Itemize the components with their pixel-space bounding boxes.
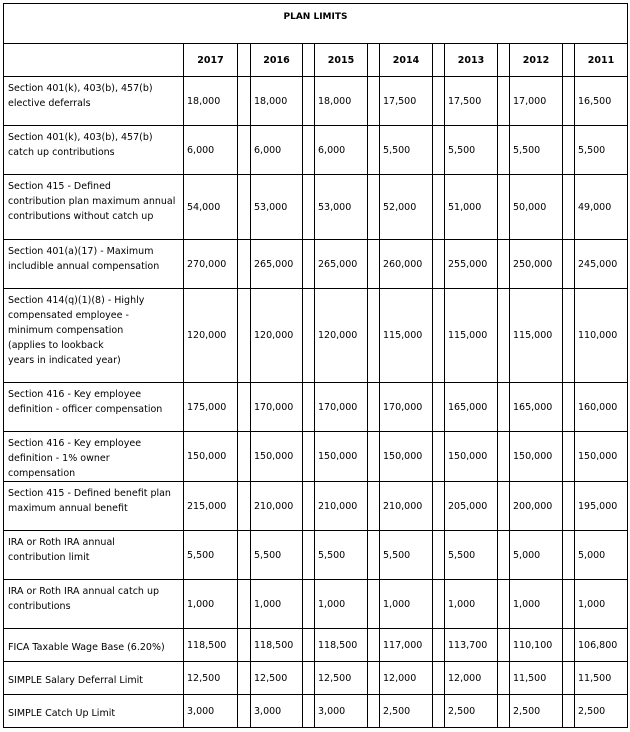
value-cell: 49,000: [575, 175, 628, 240]
value-cell: 120,000: [315, 289, 368, 383]
plan-limits-table: [3, 3, 628, 728]
value-cell: 50,000: [510, 175, 563, 240]
spacer-cell: [498, 126, 510, 175]
spacer-cell: [433, 662, 445, 695]
value-cell: 5,500: [575, 126, 628, 175]
value-cell: 165,000: [510, 383, 563, 432]
spacer-cell: [433, 77, 445, 126]
value-cell: 1,000: [184, 580, 238, 629]
value-cell: 200,000: [510, 482, 563, 531]
table-row: [4, 77, 628, 126]
spacer-cell: [238, 662, 251, 695]
table-row: [4, 126, 628, 175]
year-header: 2013: [445, 44, 498, 77]
value-cell: 118,500: [184, 629, 238, 662]
value-cell: 113,700: [445, 629, 498, 662]
value-cell: 110,100: [510, 629, 563, 662]
spacer-cell: [303, 662, 315, 695]
value-cell: 5,500: [380, 531, 433, 580]
spacer-cell: [498, 531, 510, 580]
value-cell: 12,500: [251, 662, 303, 695]
spacer-cell: [238, 629, 251, 662]
spacer-cell: [498, 240, 510, 289]
value-cell: 120,000: [251, 289, 303, 383]
row-label: Section 401(k), 403(b), 457(b) elective deferrals: [4, 77, 184, 126]
year-header-row: [4, 44, 628, 77]
spacer-cell: [238, 482, 251, 531]
value-cell: 165,000: [445, 383, 498, 432]
table-row: [4, 289, 628, 383]
spacer-cell: [303, 482, 315, 531]
spacer-cell: [238, 44, 251, 77]
value-cell: 205,000: [445, 482, 498, 531]
value-cell: 110,000: [575, 289, 628, 383]
value-cell: 12,000: [380, 662, 433, 695]
spacer-cell: [303, 531, 315, 580]
value-cell: 150,000: [510, 432, 563, 482]
spacer-cell: [303, 432, 315, 482]
value-cell: 2,500: [510, 695, 563, 728]
value-cell: 170,000: [315, 383, 368, 432]
table-row: [4, 695, 628, 728]
value-cell: 51,000: [445, 175, 498, 240]
row-label: IRA or Roth IRA annual contribution limit: [4, 531, 184, 580]
value-cell: 245,000: [575, 240, 628, 289]
value-cell: 118,500: [315, 629, 368, 662]
year-header: 2015: [315, 44, 368, 77]
spacer-cell: [498, 77, 510, 126]
value-cell: 170,000: [380, 383, 433, 432]
value-cell: 150,000: [184, 432, 238, 482]
spacer-cell: [303, 44, 315, 77]
value-cell: 195,000: [575, 482, 628, 531]
value-cell: 5,500: [251, 531, 303, 580]
spacer-cell: [433, 44, 445, 77]
spacer-cell: [563, 432, 575, 482]
value-cell: 17,500: [445, 77, 498, 126]
row-label: IRA or Roth IRA annual catch up contributions: [4, 580, 184, 629]
value-cell: 175,000: [184, 383, 238, 432]
value-cell: 5,000: [510, 531, 563, 580]
spacer-cell: [238, 77, 251, 126]
spacer-cell: [563, 44, 575, 77]
value-cell: 16,500: [575, 77, 628, 126]
spacer-cell: [498, 289, 510, 383]
value-cell: 215,000: [184, 482, 238, 531]
spacer-cell: [368, 695, 380, 728]
spacer-cell: [498, 580, 510, 629]
table-row: [4, 432, 628, 482]
spacer-cell: [563, 580, 575, 629]
spacer-cell: [498, 482, 510, 531]
value-cell: 270,000: [184, 240, 238, 289]
spacer-cell: [238, 432, 251, 482]
value-cell: 54,000: [184, 175, 238, 240]
spacer-cell: [498, 629, 510, 662]
value-cell: 17,500: [380, 77, 433, 126]
spacer-cell: [433, 580, 445, 629]
row-label: Section 414(q)(1)(8) - Highly compensated employee - minimum compensation (applies to lookback years in indicated year): [4, 289, 184, 383]
value-cell: 3,000: [315, 695, 368, 728]
value-cell: 1,000: [315, 580, 368, 629]
spacer-cell: [498, 432, 510, 482]
spacer-cell: [433, 531, 445, 580]
spacer-cell: [433, 175, 445, 240]
value-cell: 1,000: [510, 580, 563, 629]
value-cell: 2,500: [575, 695, 628, 728]
value-cell: 3,000: [184, 695, 238, 728]
spacer-cell: [563, 126, 575, 175]
spacer-cell: [563, 629, 575, 662]
spacer-cell: [238, 580, 251, 629]
value-cell: 120,000: [184, 289, 238, 383]
value-cell: 6,000: [315, 126, 368, 175]
value-cell: 1,000: [251, 580, 303, 629]
spacer-cell: [368, 629, 380, 662]
value-cell: 53,000: [251, 175, 303, 240]
spacer-cell: [368, 432, 380, 482]
value-cell: 255,000: [445, 240, 498, 289]
table-row: [4, 580, 628, 629]
value-cell: 52,000: [380, 175, 433, 240]
table-row: [4, 531, 628, 580]
table-row: [4, 383, 628, 432]
spacer-cell: [368, 77, 380, 126]
spacer-cell: [563, 77, 575, 126]
spacer-cell: [563, 240, 575, 289]
value-cell: 11,500: [510, 662, 563, 695]
spacer-cell: [433, 482, 445, 531]
row-label: Section 416 - Key employee definition - 1% owner compensation: [4, 432, 184, 482]
value-cell: 2,500: [380, 695, 433, 728]
spacer-cell: [303, 126, 315, 175]
spacer-cell: [433, 126, 445, 175]
value-cell: 6,000: [251, 126, 303, 175]
spacer-cell: [498, 383, 510, 432]
value-cell: 18,000: [251, 77, 303, 126]
year-header: 2011: [575, 44, 628, 77]
spacer-cell: [563, 695, 575, 728]
spacer-cell: [368, 44, 380, 77]
row-label: SIMPLE Catch Up Limit: [4, 695, 184, 728]
spacer-cell: [368, 383, 380, 432]
value-cell: 5,500: [445, 126, 498, 175]
year-header: 2012: [510, 44, 563, 77]
value-cell: 160,000: [575, 383, 628, 432]
row-label: Section 401(k), 403(b), 457(b) catch up contributions: [4, 126, 184, 175]
value-cell: 115,000: [380, 289, 433, 383]
spacer-cell: [563, 175, 575, 240]
spacer-cell: [368, 531, 380, 580]
spacer-cell: [433, 289, 445, 383]
value-cell: 6,000: [184, 126, 238, 175]
row-label: Section 416 - Key employee definition - officer compensation: [4, 383, 184, 432]
value-cell: 5,500: [445, 531, 498, 580]
value-cell: 265,000: [251, 240, 303, 289]
value-cell: 118,500: [251, 629, 303, 662]
spacer-cell: [433, 383, 445, 432]
spacer-cell: [368, 175, 380, 240]
spacer-cell: [303, 580, 315, 629]
value-cell: 210,000: [251, 482, 303, 531]
spacer-cell: [563, 662, 575, 695]
value-cell: 5,000: [575, 531, 628, 580]
spacer-cell: [433, 629, 445, 662]
value-cell: 5,500: [315, 531, 368, 580]
value-cell: 17,000: [510, 77, 563, 126]
value-cell: 5,500: [380, 126, 433, 175]
spacer-cell: [433, 240, 445, 289]
value-cell: 5,500: [510, 126, 563, 175]
spacer-cell: [498, 662, 510, 695]
spacer-cell: [563, 383, 575, 432]
value-cell: 150,000: [251, 432, 303, 482]
value-cell: 250,000: [510, 240, 563, 289]
value-cell: 150,000: [380, 432, 433, 482]
spacer-cell: [433, 695, 445, 728]
spacer-cell: [303, 629, 315, 662]
value-cell: 1,000: [575, 580, 628, 629]
spacer-cell: [368, 662, 380, 695]
spacer-cell: [368, 482, 380, 531]
spacer-cell: [238, 531, 251, 580]
row-label: Section 415 - Defined contribution plan maximum annual contributions without catch up: [4, 175, 184, 240]
value-cell: 1,000: [380, 580, 433, 629]
spacer-cell: [303, 695, 315, 728]
spacer-cell: [303, 383, 315, 432]
spacer-cell: [368, 289, 380, 383]
table-body: [4, 77, 628, 728]
value-cell: 12,500: [315, 662, 368, 695]
value-cell: 150,000: [315, 432, 368, 482]
value-cell: 53,000: [315, 175, 368, 240]
value-cell: 18,000: [315, 77, 368, 126]
spacer-cell: [498, 44, 510, 77]
spacer-cell: [303, 289, 315, 383]
value-cell: 260,000: [380, 240, 433, 289]
spacer-cell: [238, 240, 251, 289]
table-row: [4, 175, 628, 240]
value-cell: 265,000: [315, 240, 368, 289]
year-header: 2016: [251, 44, 303, 77]
value-cell: 11,500: [575, 662, 628, 695]
value-cell: 2,500: [445, 695, 498, 728]
value-cell: 170,000: [251, 383, 303, 432]
value-cell: 210,000: [380, 482, 433, 531]
spacer-cell: [368, 240, 380, 289]
table-row: [4, 482, 628, 531]
year-header: 2017: [184, 44, 238, 77]
spacer-cell: [303, 77, 315, 126]
spacer-cell: [238, 383, 251, 432]
spacer-cell: [368, 126, 380, 175]
spacer-cell: [563, 531, 575, 580]
row-label: Section 401(a)(17) - Maximum includible annual compensation: [4, 240, 184, 289]
value-cell: 115,000: [445, 289, 498, 383]
spacer-cell: [368, 580, 380, 629]
row-label: SIMPLE Salary Deferral Limit: [4, 662, 184, 695]
spacer-cell: [563, 289, 575, 383]
row-label: FICA Taxable Wage Base (6.20%): [4, 629, 184, 662]
value-cell: 18,000: [184, 77, 238, 126]
value-cell: 5,500: [184, 531, 238, 580]
table-row: [4, 240, 628, 289]
spacer-cell: [303, 240, 315, 289]
value-cell: 117,000: [380, 629, 433, 662]
table-row: [4, 662, 628, 695]
spacer-cell: [303, 175, 315, 240]
value-cell: 150,000: [575, 432, 628, 482]
spacer-cell: [433, 432, 445, 482]
value-cell: 106,800: [575, 629, 628, 662]
spacer-cell: [238, 126, 251, 175]
spacer-cell: [238, 695, 251, 728]
year-header: 2014: [380, 44, 433, 77]
spacer-cell: [238, 175, 251, 240]
table-title: PLAN LIMITS: [4, 4, 628, 44]
table-row: [4, 629, 628, 662]
value-cell: 12,000: [445, 662, 498, 695]
value-cell: 210,000: [315, 482, 368, 531]
spacer-cell: [563, 482, 575, 531]
spacer-cell: [498, 175, 510, 240]
spacer-cell: [238, 289, 251, 383]
corner-cell: [4, 44, 184, 77]
value-cell: 150,000: [445, 432, 498, 482]
value-cell: 1,000: [445, 580, 498, 629]
spacer-cell: [498, 695, 510, 728]
title-row: [4, 4, 628, 44]
value-cell: 3,000: [251, 695, 303, 728]
value-cell: 12,500: [184, 662, 238, 695]
value-cell: 115,000: [510, 289, 563, 383]
row-label: Section 415 - Defined benefit plan maximum annual benefit: [4, 482, 184, 531]
